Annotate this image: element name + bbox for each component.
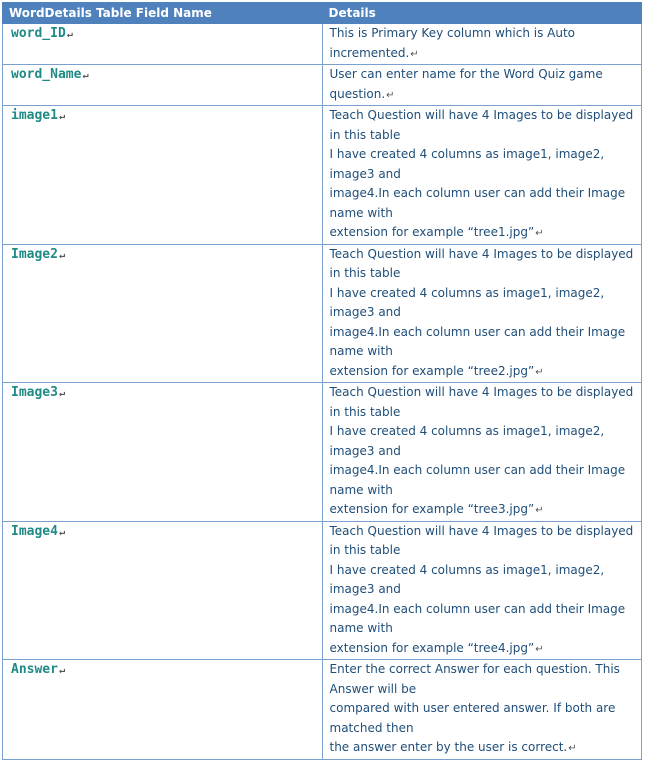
details-text: Teach Question will have 4 Images to be displayed in this table <box>329 246 634 280</box>
paragraph-mark-icon: ↵ <box>535 228 544 239</box>
table-row <box>3 383 642 522</box>
details-text: Enter the correct Answer for each question. This Answer will be <box>329 662 620 696</box>
details-line <box>330 223 640 244</box>
details-text: extension for example “tree1.jpg” <box>329 225 535 239</box>
paragraph-mark-icon: ↵ <box>82 70 89 81</box>
details-text: I have created 4 columns as image1, image2, image3 and <box>329 147 605 181</box>
details-text: extension for example “tree4.jpg” <box>329 640 535 655</box>
details-text: This is Primary Key column which is Auto incremented. <box>329 26 576 60</box>
paragraph-mark-icon: ↵ <box>58 388 65 399</box>
word-details-table <box>2 2 642 760</box>
details-line <box>330 639 640 660</box>
header-field-name: WordDetails Table Field Name <box>3 3 323 24</box>
paragraph-mark-icon: ↵ <box>568 743 577 754</box>
field-name: Image4 <box>11 523 58 539</box>
details-text: Teach Question will have 4 Images to be displayed in this table <box>329 523 634 557</box>
details-text: image4.In each column user can add their Image name with <box>329 186 626 220</box>
details-line <box>330 24 640 64</box>
details-line <box>330 422 640 461</box>
details-text: extension for example “tree3.jpg” <box>329 502 535 516</box>
paragraph-mark-icon: ↵ <box>386 89 395 101</box>
paragraph-mark-icon: ↵ <box>535 366 544 378</box>
details-line <box>330 184 640 223</box>
details-text: extension for example “tree2.jpg” <box>329 363 535 378</box>
details-text: User can enter name for the Word Quiz game question. <box>329 67 603 101</box>
paragraph-mark-icon: ↵ <box>58 111 65 122</box>
table-row <box>3 24 642 65</box>
field-name-cell <box>3 24 323 65</box>
details-cell <box>322 106 642 245</box>
table-row <box>3 244 642 383</box>
field-name: Answer <box>11 662 58 677</box>
paragraph-mark-icon: ↵ <box>535 643 544 655</box>
field-name: image1 <box>11 108 58 123</box>
field-name-cell <box>3 521 323 660</box>
table-body <box>3 24 642 760</box>
paragraph-mark-icon: ↵ <box>58 526 65 538</box>
paragraph-mark-icon: ↵ <box>535 505 544 516</box>
details-line <box>330 245 640 284</box>
details-cell <box>322 521 642 660</box>
details-line <box>330 106 640 145</box>
details-line <box>330 738 640 759</box>
field-name: Image2 <box>11 246 58 262</box>
header-details: Details <box>322 3 642 24</box>
details-line <box>330 522 640 561</box>
field-name-cell <box>3 660 323 760</box>
paragraph-mark-icon: ↵ <box>410 48 419 60</box>
field-name-cell <box>3 383 323 522</box>
table-row <box>3 65 642 106</box>
paragraph-mark-icon: ↵ <box>66 29 73 40</box>
field-name: word_ID <box>11 26 66 41</box>
field-name: word_Name <box>11 67 82 82</box>
details-cell <box>322 24 642 65</box>
details-line <box>330 284 640 323</box>
details-line <box>330 362 640 383</box>
details-text: the answer enter by the user is correct. <box>329 740 568 754</box>
field-name-cell <box>3 106 323 245</box>
details-text: image4.In each column user can add their Image name with <box>329 463 626 497</box>
details-line <box>330 461 640 500</box>
details-text: Teach Question will have 4 Images to be displayed in this table <box>329 385 634 419</box>
details-line <box>330 383 640 422</box>
details-text: image4.In each column user can add their Image name with <box>329 324 626 358</box>
details-line <box>330 65 640 105</box>
header-row <box>3 3 642 24</box>
paragraph-mark-icon: ↵ <box>58 249 65 261</box>
details-text: I have created 4 columns as image1, image2, image3 and <box>329 562 605 596</box>
details-line <box>330 600 640 639</box>
table-row <box>3 521 642 660</box>
details-line <box>330 500 640 521</box>
field-name: Image3 <box>11 385 58 400</box>
details-cell <box>322 244 642 383</box>
details-line <box>330 699 640 738</box>
details-text: I have created 4 columns as image1, image2, image3 and <box>329 424 605 458</box>
details-text: Teach Question will have 4 Images to be displayed in this table <box>329 108 634 142</box>
details-cell <box>322 65 642 106</box>
details-cell <box>322 383 642 522</box>
table-row <box>3 660 642 760</box>
details-line <box>330 323 640 362</box>
paragraph-mark-icon: ↵ <box>58 665 65 676</box>
details-text: image4.In each column user can add their Image name with <box>329 601 626 635</box>
field-name-cell <box>3 244 323 383</box>
details-text: I have created 4 columns as image1, image2, image3 and <box>329 285 605 319</box>
details-line <box>330 561 640 600</box>
details-line <box>330 660 640 699</box>
field-name-cell <box>3 65 323 106</box>
details-cell <box>322 660 642 760</box>
details-text: compared with user entered answer. If both are matched then <box>329 701 616 735</box>
table-row <box>3 106 642 245</box>
details-line <box>330 145 640 184</box>
